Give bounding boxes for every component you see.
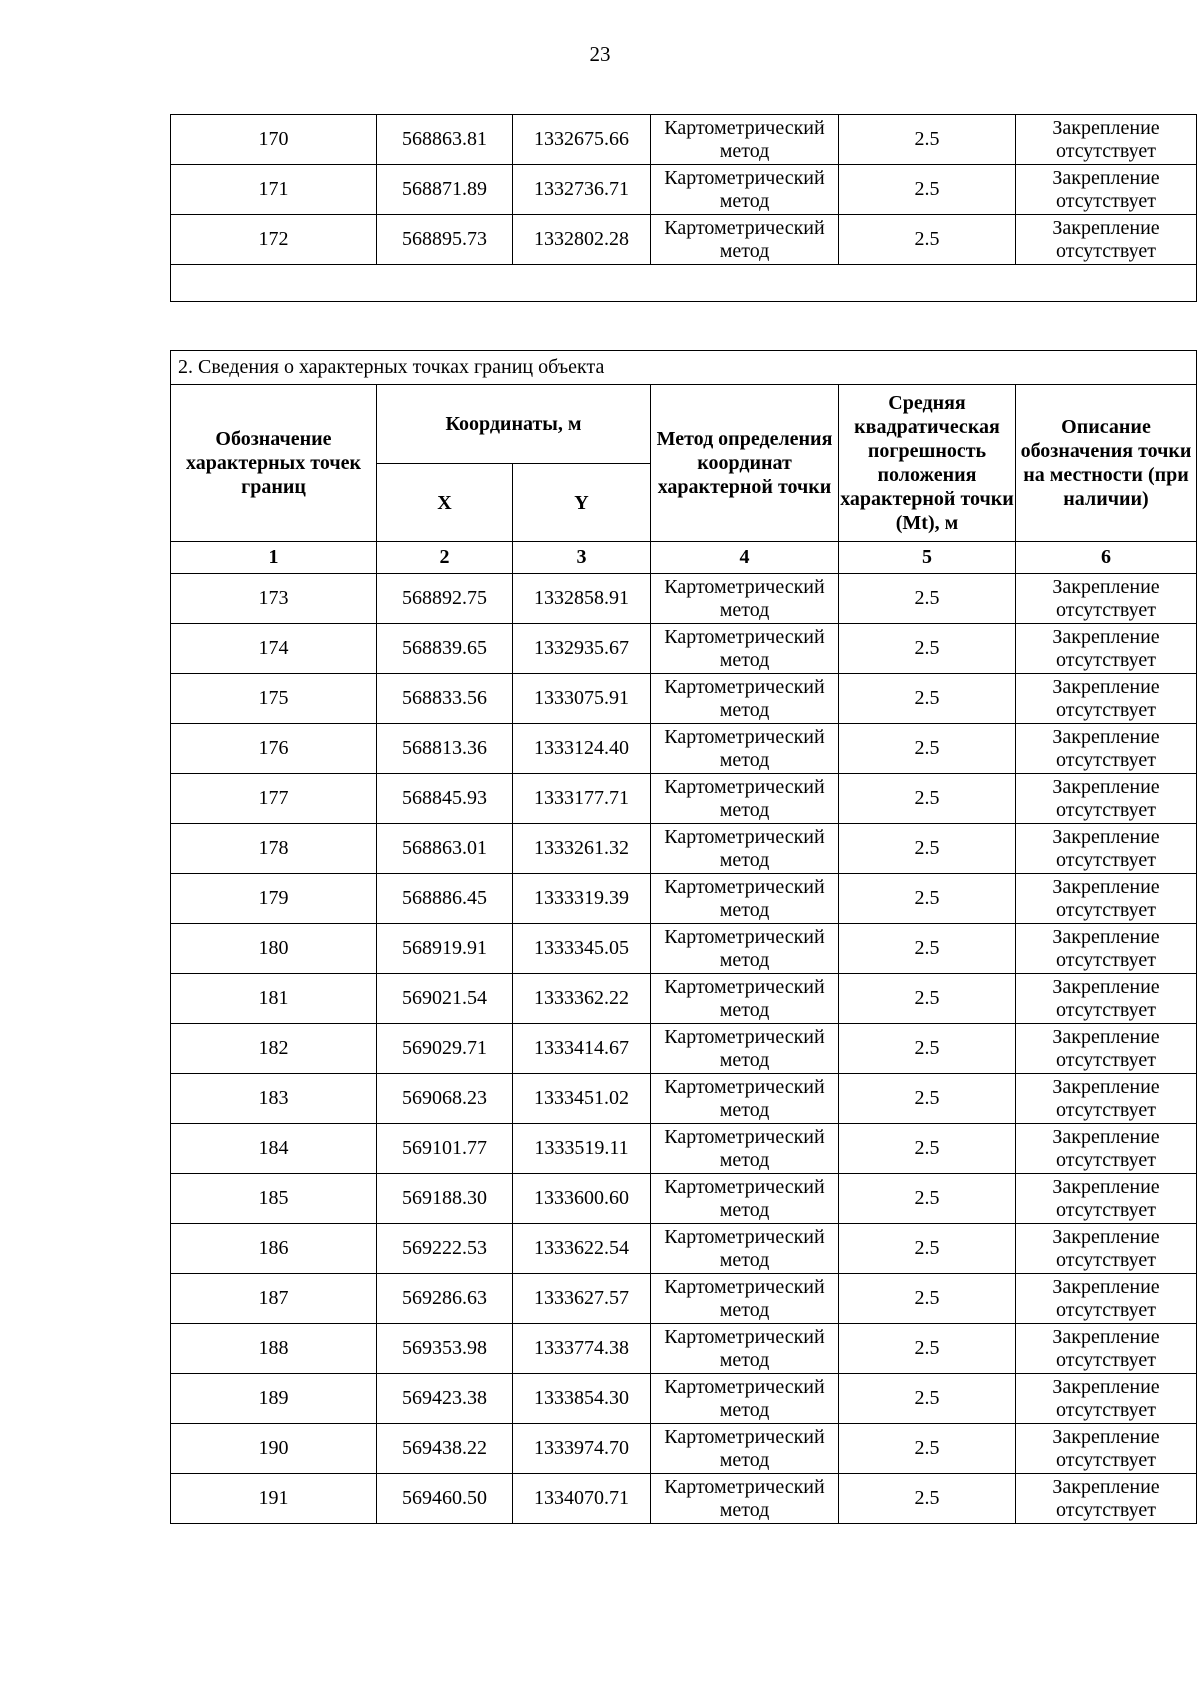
description-cell: Закрепление отсутствует — [1016, 1124, 1197, 1174]
column-number: 4 — [651, 542, 839, 574]
method-cell: Картометрический метод — [651, 574, 839, 624]
error-cell: 2.5 — [839, 1224, 1016, 1274]
method-cell: Картометрический метод — [651, 1324, 839, 1374]
point-id-cell: 170 — [171, 115, 377, 165]
boundary-points-table — [170, 350, 1197, 1524]
description-cell: Закрепление отсутствует — [1016, 724, 1197, 774]
method-cell: Картометрический метод — [651, 674, 839, 724]
method-cell: Картометрический метод — [651, 1174, 839, 1224]
table-row — [171, 1424, 1197, 1474]
description-cell: Закрепление отсутствует — [1016, 874, 1197, 924]
error-cell: 2.5 — [839, 874, 1016, 924]
coord-y-cell: 1333622.54 — [513, 1224, 651, 1274]
point-id-cell: 179 — [171, 874, 377, 924]
empty-row — [171, 265, 1197, 302]
error-cell: 2.5 — [839, 824, 1016, 874]
point-id-cell: 191 — [171, 1474, 377, 1524]
description-cell: Закрепление отсутствует — [1016, 1274, 1197, 1324]
table-row — [171, 115, 1197, 165]
boundary-points-body — [171, 574, 1197, 1524]
coord-y-cell: 1332858.91 — [513, 574, 651, 624]
coord-y-cell: 1333075.91 — [513, 674, 651, 724]
coord-y-cell: 1332736.71 — [513, 165, 651, 215]
description-cell: Закрепление отсутствует — [1016, 1374, 1197, 1424]
coord-x-cell: 568839.65 — [377, 624, 513, 674]
header-x: X — [377, 464, 513, 542]
table-row — [171, 774, 1197, 824]
coord-y-cell: 1332935.67 — [513, 624, 651, 674]
description-cell: Закрепление отсутствует — [1016, 624, 1197, 674]
header-description: Описание обозначения точки на местности (при наличии) — [1016, 385, 1197, 542]
coord-y-cell: 1333362.22 — [513, 974, 651, 1024]
point-id-cell: 178 — [171, 824, 377, 874]
column-number: 3 — [513, 542, 651, 574]
point-id-cell: 188 — [171, 1324, 377, 1374]
method-cell: Картометрический метод — [651, 115, 839, 165]
table-row — [171, 1024, 1197, 1074]
error-cell: 2.5 — [839, 1324, 1016, 1374]
error-cell: 2.5 — [839, 165, 1016, 215]
table-caption: 2. Сведения о характерных точках границ объекта — [171, 351, 1197, 385]
point-id-cell: 176 — [171, 724, 377, 774]
description-cell: Закрепление отсутствует — [1016, 115, 1197, 165]
method-cell: Картометрический метод — [651, 1074, 839, 1124]
table-row — [171, 1224, 1197, 1274]
description-cell: Закрепление отсутствует — [1016, 674, 1197, 724]
method-cell: Картометрический метод — [651, 1274, 839, 1324]
column-number: 5 — [839, 542, 1016, 574]
column-number: 2 — [377, 542, 513, 574]
header-designation: Обозначение характерных точек границ — [171, 385, 377, 542]
description-cell: Закрепление отсутствует — [1016, 574, 1197, 624]
point-id-cell: 184 — [171, 1124, 377, 1174]
method-cell: Картометрический метод — [651, 1124, 839, 1174]
error-cell: 2.5 — [839, 1074, 1016, 1124]
description-cell: Закрепление отсутствует — [1016, 974, 1197, 1024]
error-cell: 2.5 — [839, 1424, 1016, 1474]
error-cell: 2.5 — [839, 1174, 1016, 1224]
description-cell: Закрепление отсутствует — [1016, 1174, 1197, 1224]
coord-x-cell: 568919.91 — [377, 924, 513, 974]
error-cell: 2.5 — [839, 1124, 1016, 1174]
method-cell: Картометрический метод — [651, 924, 839, 974]
coord-y-cell: 1333519.11 — [513, 1124, 651, 1174]
coord-y-cell: 1334070.71 — [513, 1474, 651, 1524]
coord-x-cell: 569222.53 — [377, 1224, 513, 1274]
error-cell: 2.5 — [839, 624, 1016, 674]
column-numbers-row — [171, 542, 1197, 574]
error-cell: 2.5 — [839, 1474, 1016, 1524]
error-cell: 2.5 — [839, 1024, 1016, 1074]
point-id-cell: 172 — [171, 215, 377, 265]
description-cell: Закрепление отсутствует — [1016, 1074, 1197, 1124]
coord-x-cell: 568863.01 — [377, 824, 513, 874]
error-cell: 2.5 — [839, 924, 1016, 974]
coord-y-cell: 1333627.57 — [513, 1274, 651, 1324]
method-cell: Картометрический метод — [651, 774, 839, 824]
method-cell: Картометрический метод — [651, 724, 839, 774]
table-row — [171, 1324, 1197, 1374]
point-id-cell: 187 — [171, 1274, 377, 1324]
description-cell: Закрепление отсутствует — [1016, 1224, 1197, 1274]
point-id-cell: 182 — [171, 1024, 377, 1074]
table-row — [171, 824, 1197, 874]
coord-x-cell: 569423.38 — [377, 1374, 513, 1424]
header-y: Y — [513, 464, 651, 542]
table-caption-row — [171, 351, 1197, 385]
coord-x-cell: 569460.50 — [377, 1474, 513, 1524]
coord-y-cell: 1333600.60 — [513, 1174, 651, 1224]
table-row — [171, 874, 1197, 924]
coord-y-cell: 1333177.71 — [513, 774, 651, 824]
error-cell: 2.5 — [839, 115, 1016, 165]
coord-x-cell: 568871.89 — [377, 165, 513, 215]
table-row — [171, 1174, 1197, 1224]
table-row — [171, 1124, 1197, 1174]
table-row — [171, 1474, 1197, 1524]
method-cell: Картометрический метод — [651, 624, 839, 674]
point-id-cell: 186 — [171, 1224, 377, 1274]
point-id-cell: 177 — [171, 774, 377, 824]
point-id-cell: 181 — [171, 974, 377, 1024]
page-number: 23 — [589, 42, 611, 66]
error-cell: 2.5 — [839, 1374, 1016, 1424]
description-cell: Закрепление отсутствует — [1016, 924, 1197, 974]
coord-x-cell: 569286.63 — [377, 1274, 513, 1324]
coord-y-cell: 1332802.28 — [513, 215, 651, 265]
description-cell: Закрепление отсутствует — [1016, 774, 1197, 824]
column-number: 6 — [1016, 542, 1197, 574]
error-cell: 2.5 — [839, 215, 1016, 265]
table-row — [171, 1074, 1197, 1124]
coord-x-cell: 568886.45 — [377, 874, 513, 924]
table-row — [171, 724, 1197, 774]
error-cell: 2.5 — [839, 674, 1016, 724]
error-cell: 2.5 — [839, 1274, 1016, 1324]
point-id-cell: 180 — [171, 924, 377, 974]
continued-points-body — [171, 115, 1197, 265]
coord-y-cell: 1332675.66 — [513, 115, 651, 165]
coord-x-cell: 568833.56 — [377, 674, 513, 724]
method-cell: Картометрический метод — [651, 874, 839, 924]
method-cell: Картометрический метод — [651, 215, 839, 265]
coord-x-cell: 568813.36 — [377, 724, 513, 774]
method-cell: Картометрический метод — [651, 1374, 839, 1424]
table-row — [171, 1274, 1197, 1324]
coord-y-cell: 1333319.39 — [513, 874, 651, 924]
description-cell: Закрепление отсутствует — [1016, 1324, 1197, 1374]
table-row — [171, 624, 1197, 674]
coord-x-cell: 569353.98 — [377, 1324, 513, 1374]
point-id-cell: 185 — [171, 1174, 377, 1224]
description-cell: Закрепление отсутствует — [1016, 1474, 1197, 1524]
method-cell: Картометрический метод — [651, 824, 839, 874]
table-row — [171, 165, 1197, 215]
coord-x-cell: 569029.71 — [377, 1024, 513, 1074]
coord-x-cell: 568863.81 — [377, 115, 513, 165]
method-cell: Картометрический метод — [651, 1224, 839, 1274]
coord-x-cell: 569101.77 — [377, 1124, 513, 1174]
coord-x-cell: 568895.73 — [377, 215, 513, 265]
coord-y-cell: 1333261.32 — [513, 824, 651, 874]
error-cell: 2.5 — [839, 574, 1016, 624]
description-cell: Закрепление отсутствует — [1016, 165, 1197, 215]
coord-y-cell: 1333345.05 — [513, 924, 651, 974]
description-cell: Закрепление отсутствует — [1016, 824, 1197, 874]
table-row — [171, 674, 1197, 724]
coord-x-cell: 569021.54 — [377, 974, 513, 1024]
method-cell: Картометрический метод — [651, 1474, 839, 1524]
table-row — [171, 215, 1197, 265]
description-cell: Закрепление отсутствует — [1016, 1024, 1197, 1074]
coord-y-cell: 1333854.30 — [513, 1374, 651, 1424]
point-id-cell: 183 — [171, 1074, 377, 1124]
coord-y-cell: 1333974.70 — [513, 1424, 651, 1474]
coord-x-cell: 568892.75 — [377, 574, 513, 624]
error-cell: 2.5 — [839, 724, 1016, 774]
header-error: Средняя квадратическая погрешность положения характерной точки (Mt), м — [839, 385, 1016, 542]
coord-y-cell: 1333451.02 — [513, 1074, 651, 1124]
coord-y-cell: 1333414.67 — [513, 1024, 651, 1074]
table-row — [171, 974, 1197, 1024]
coord-y-cell: 1333124.40 — [513, 724, 651, 774]
point-id-cell: 189 — [171, 1374, 377, 1424]
point-id-cell: 173 — [171, 574, 377, 624]
coord-x-cell: 568845.93 — [377, 774, 513, 824]
method-cell: Картометрический метод — [651, 974, 839, 1024]
table-row — [171, 1374, 1197, 1424]
description-cell: Закрепление отсутствует — [1016, 215, 1197, 265]
point-id-cell: 190 — [171, 1424, 377, 1474]
point-id-cell: 171 — [171, 165, 377, 215]
header-coordinates: Координаты, м — [377, 385, 651, 464]
coord-x-cell: 569188.30 — [377, 1174, 513, 1224]
coord-x-cell: 569438.22 — [377, 1424, 513, 1474]
coord-x-cell: 569068.23 — [377, 1074, 513, 1124]
method-cell: Картометрический метод — [651, 165, 839, 215]
continued-points-table — [170, 114, 1197, 302]
description-cell: Закрепление отсутствует — [1016, 1424, 1197, 1474]
column-number: 1 — [171, 542, 377, 574]
point-id-cell: 174 — [171, 624, 377, 674]
header-method: Метод определения координат характерной точки — [651, 385, 839, 542]
table-row — [171, 924, 1197, 974]
method-cell: Картометрический метод — [651, 1424, 839, 1474]
error-cell: 2.5 — [839, 974, 1016, 1024]
point-id-cell: 175 — [171, 674, 377, 724]
coord-y-cell: 1333774.38 — [513, 1324, 651, 1374]
method-cell: Картометрический метод — [651, 1024, 839, 1074]
table-row — [171, 574, 1197, 624]
error-cell: 2.5 — [839, 774, 1016, 824]
